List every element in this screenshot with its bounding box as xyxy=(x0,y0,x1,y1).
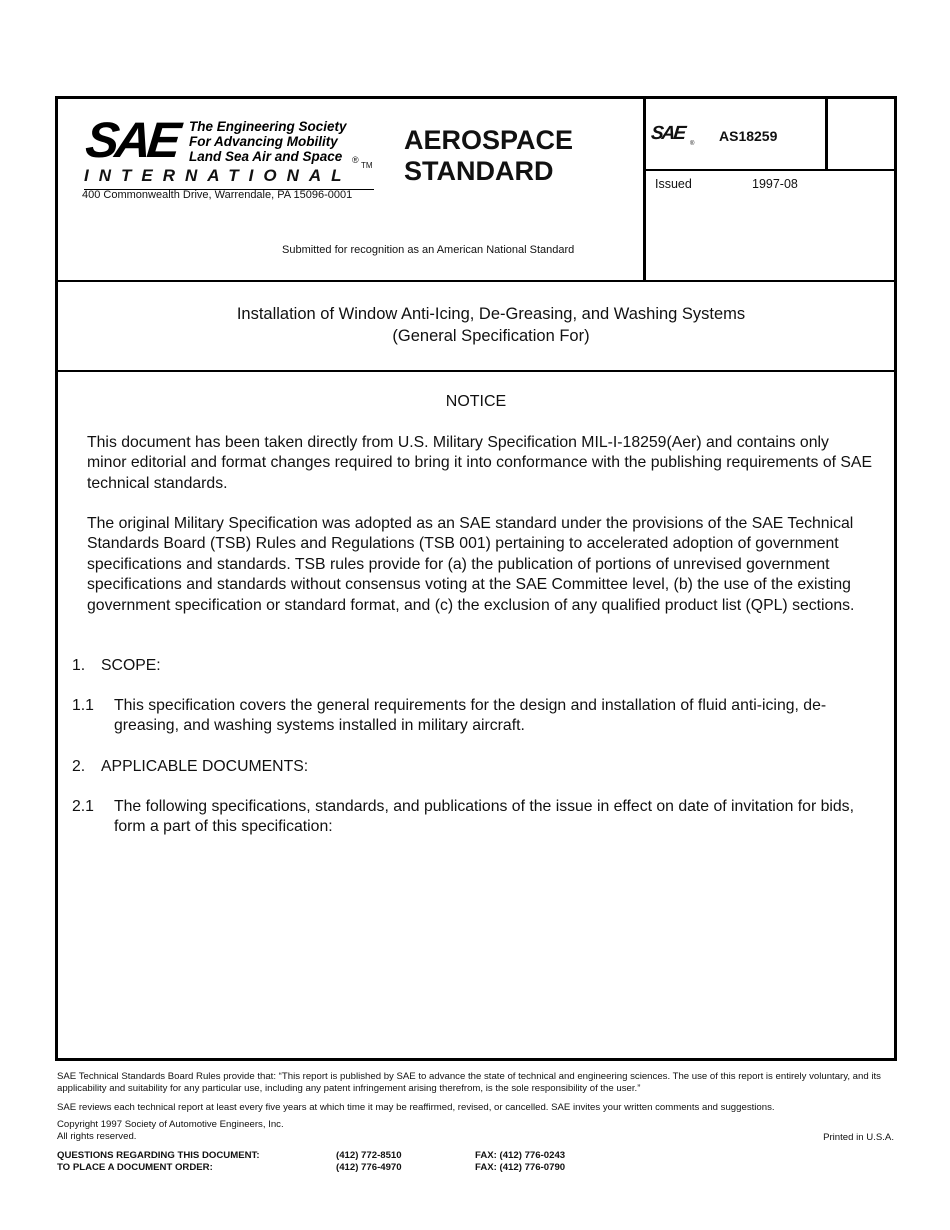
section-number: 2.1 xyxy=(72,798,94,815)
docno-divider xyxy=(825,99,828,169)
document-frame xyxy=(55,96,897,1061)
issued-label: Issued xyxy=(655,177,692,191)
standard-type-line-1: AEROSPACE xyxy=(404,125,574,155)
notice-paragraph-1: This document has been taken directly from U.S. Military Specification MIL-I-18259(Aer) and contains only minor editorial and format changes required to bring it into conformance with the publishing requirements of SAE technical standards. xyxy=(87,434,873,492)
header-divider xyxy=(643,99,646,280)
notice-heading: NOTICE xyxy=(445,393,507,410)
tagline-line-1: The Engineering Society xyxy=(189,119,347,134)
logo-mark: SAE xyxy=(83,112,180,168)
review-note: SAE reviews each technical report at least every five years at which time it may be reaffirmed, revised, or cancelled. SAE invites your written comments and suggestions. xyxy=(57,1102,775,1113)
sae-address: 400 Commonwealth Drive, Warrendale, PA 15096-0001 xyxy=(82,189,353,201)
questions-phone: (412) 772-8510 xyxy=(336,1150,402,1161)
logo-tagline xyxy=(189,119,347,164)
order-label: TO PLACE A DOCUMENT ORDER: xyxy=(57,1162,213,1173)
questions-fax: FAX: (412) 776-0243 xyxy=(475,1150,566,1161)
section-1-heading xyxy=(72,656,161,676)
document-header xyxy=(58,99,894,282)
copyright: Copyright 1997 Society of Automotive Engineers, Inc. xyxy=(57,1119,284,1130)
section-2-heading xyxy=(72,757,308,777)
order-fax: FAX: (412) 776-0790 xyxy=(475,1162,566,1173)
logo-international: INTERNATIONAL xyxy=(84,166,352,185)
questions-label: QUESTIONS REGARDING THIS DOCUMENT: xyxy=(57,1150,260,1161)
section-title: SCOPE: xyxy=(101,657,161,674)
section-number: 1.1 xyxy=(72,697,94,714)
section-text: The following specifications, standards, and publications of the issue in effect on date of invitation for bids, form a part of this specification: xyxy=(114,798,854,836)
section-number: 2. xyxy=(72,758,86,775)
title-line-2: (General Specification For) xyxy=(392,327,590,345)
sae-small-registered: ® xyxy=(690,141,695,147)
printed-in: Printed in U.S.A. xyxy=(823,1132,894,1143)
tagline-line-2: For Advancing Mobility xyxy=(189,134,338,149)
notice-paragraph-2: The original Military Specification was adopted as an SAE standard under the provisions of the SAE Technical Standards Board (TSB) Rules and Regulations (TSB 001) pertaining to accelerated adoption of government specifications and standards. TSB rules provide for (a) the publication of portions of unrevised government specifications and standards without consensus voting at the SAE Committee level, (b) the use of the existing government specification or standard format, and (c) the exclusion of any qualified product list (QPL) sections. xyxy=(87,515,855,614)
document-title xyxy=(58,280,894,372)
section-title: APPLICABLE DOCUMENTS: xyxy=(101,758,309,775)
issued-date: 1997-08 xyxy=(752,177,798,191)
tagline-line-3: Land Sea Air and Space xyxy=(189,149,343,164)
copyright-block xyxy=(57,1119,897,1142)
submitted-note: Submitted for recognition as an American National Standard xyxy=(282,244,575,256)
order-phone: (412) 776-4970 xyxy=(336,1162,402,1173)
registered-mark: ® xyxy=(352,155,359,165)
title-line-1: Installation of Window Anti-Icing, De-Greasing, and Washing Systems xyxy=(236,305,746,323)
document-number: AS18259 xyxy=(719,128,778,144)
trademark-mark: TM xyxy=(361,161,373,170)
rights: All rights reserved. xyxy=(57,1130,137,1142)
section-number: 1. xyxy=(72,657,86,674)
sae-small-logo: SAE xyxy=(649,123,686,144)
standard-type-line-2: STANDARD xyxy=(404,156,554,186)
standard-type xyxy=(404,125,573,187)
section-text: This specification covers the general requirements for the design and installation of fluid anti-icing, de-greasing, and washing systems installed in military aircraft. xyxy=(114,697,827,735)
tsb-rules-note: SAE Technical Standards Board Rules provide that: “This report is published by SAE to advance the state of technical and engineering sciences. The use of this report is entirely voluntary, and its applicability and suitability for any particular use, including any patent infringement arising therefrom, is the sole responsibility of the user.” xyxy=(57,1071,881,1094)
issued-divider xyxy=(646,169,894,171)
